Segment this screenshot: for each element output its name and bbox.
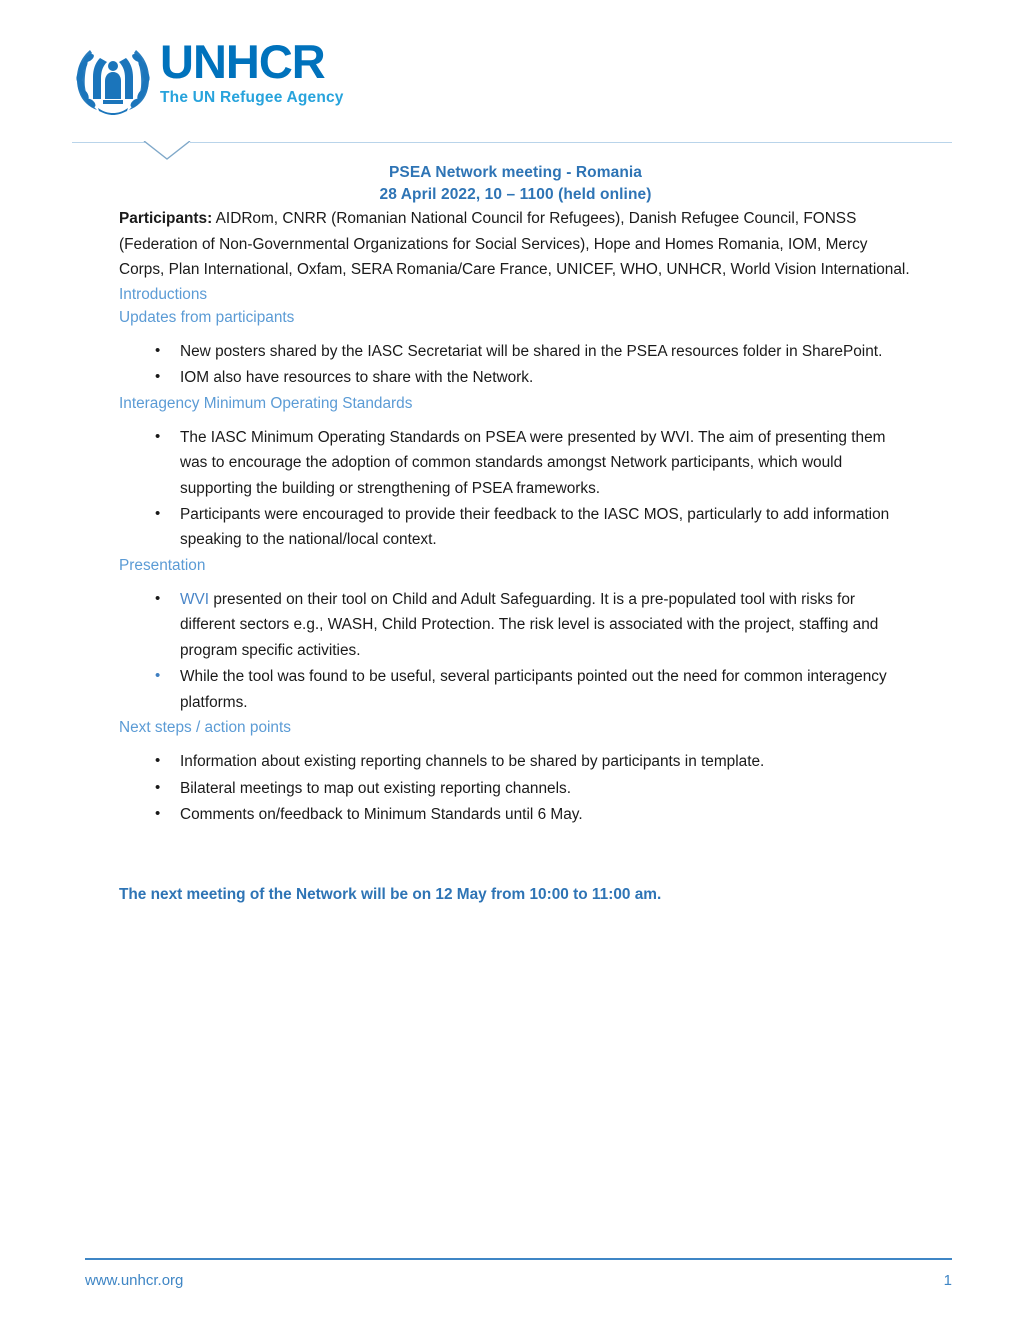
- footer-url[interactable]: www.unhcr.org: [85, 1272, 184, 1289]
- section-heading-next-steps-action-points: Next steps / action points: [119, 719, 291, 736]
- list-item: [119, 587, 912, 663]
- list-item-text: presented on their tool on Child and Adult Safeguarding. It is a pre-populated tool with risks for different sectors e.g., WASH, Child Protection. The risk level is associated with the project, staffing and program specific activities.: [180, 590, 879, 659]
- list-item-lead-highlight: WVI: [180, 590, 210, 608]
- bullet-marker: •: [155, 752, 161, 770]
- page-header: [0, 0, 1024, 160]
- list-item: [119, 502, 912, 553]
- list-item-text: The IASC Minimum Operating Standards on PSEA were presented by WVI. The aim of presenting them was to encourage the adoption of common standards amongst Network participants, which would supporting the building or strengthening of PSEA frameworks.: [180, 428, 886, 497]
- participants-label: Participants:: [119, 210, 213, 227]
- logo-tagline: The UN Refugee Agency: [160, 89, 344, 106]
- list-item-text: Bilateral meetings to map out existing reporting channels.: [180, 779, 571, 797]
- document-title: [119, 162, 912, 206]
- bullet-marker: •: [155, 804, 161, 822]
- bullet-marker: •: [155, 368, 161, 386]
- participants-paragraph: [119, 206, 912, 283]
- section-heading-presentation: Presentation: [119, 556, 206, 574]
- document-body: [119, 162, 912, 908]
- header-rule-right: [190, 142, 952, 143]
- chevron-down-icon: [143, 141, 191, 161]
- section-heading-interagency-minimum-operating-standards: Interagency Minimum Operating Standards: [119, 394, 413, 412]
- footer-page-number: 1: [943, 1272, 952, 1289]
- logo-text-block: [160, 35, 344, 106]
- footer-divider: [85, 1258, 952, 1260]
- document-title-line-1: PSEA Network meeting - Romania: [388, 164, 643, 181]
- bullet-marker: •: [155, 427, 161, 445]
- list-item: [119, 425, 912, 501]
- section-heading-introductions: Introductions: [119, 285, 208, 303]
- bullet-list-standards: [119, 425, 912, 553]
- unhcr-logo: [70, 36, 344, 116]
- list-item: [119, 802, 912, 827]
- footer-row: [85, 1272, 952, 1289]
- list-item-text: Participants were encouraged to provide their feedback to the IASC MOS, particularly to add information speaking to the national/local context.: [180, 506, 890, 549]
- header-rule-left: [72, 142, 145, 143]
- list-item-text: Information about existing reporting channels to be shared by participants in template.: [180, 753, 765, 771]
- bullet-marker: •: [155, 505, 161, 523]
- list-item: [119, 776, 912, 801]
- participants-text: AIDRom, CNRR (Romanian National Council for Refugees), Danish Refugee Council, FONSS (Federation of Non-Governmental Organizations for Social Services), Hope and Homes Romania, IOM, Mercy Corps, Plan International, Oxfam, SERA Romania/Care France, UNICEF, WHO, UNHCR, World Vision International.: [119, 210, 910, 279]
- list-item-text: New posters shared by the IASC Secretariat will be shared in the PSEA resources folder in SharePoint.: [180, 342, 883, 360]
- bullet-marker: •: [155, 589, 161, 607]
- list-item-text: IOM also have resources to share with the Network.: [180, 369, 534, 387]
- document-title-line-2: 28 April 2022, 10 – 1100 (held online): [379, 186, 652, 203]
- bullet-list-updates: [119, 339, 912, 391]
- bullet-list-next-steps: [119, 749, 912, 827]
- list-item: [119, 749, 912, 774]
- bullet-marker: •: [155, 778, 161, 796]
- bullet-marker: •: [155, 341, 161, 359]
- closing-statement: The next meeting of the Network will be on 12 May from 10:00 to 11:00 am.: [119, 886, 662, 904]
- list-item: [119, 365, 912, 390]
- list-item-text: While the tool was found to be useful, several participants pointed out the need for common interagency platforms.: [180, 668, 887, 711]
- list-item-text: Comments on/feedback to Minimum Standards until 6 May.: [180, 805, 583, 823]
- page-footer: [85, 1258, 952, 1289]
- list-item: [119, 339, 912, 364]
- list-item: [119, 664, 912, 715]
- section-heading-updates-from-participants: Updates from participants: [119, 308, 295, 326]
- logo-wordmark: UNHCR: [160, 35, 325, 88]
- bullet-marker: •: [155, 667, 161, 685]
- bullet-list-presentation: [119, 587, 912, 715]
- unhcr-emblem-icon: [70, 36, 156, 116]
